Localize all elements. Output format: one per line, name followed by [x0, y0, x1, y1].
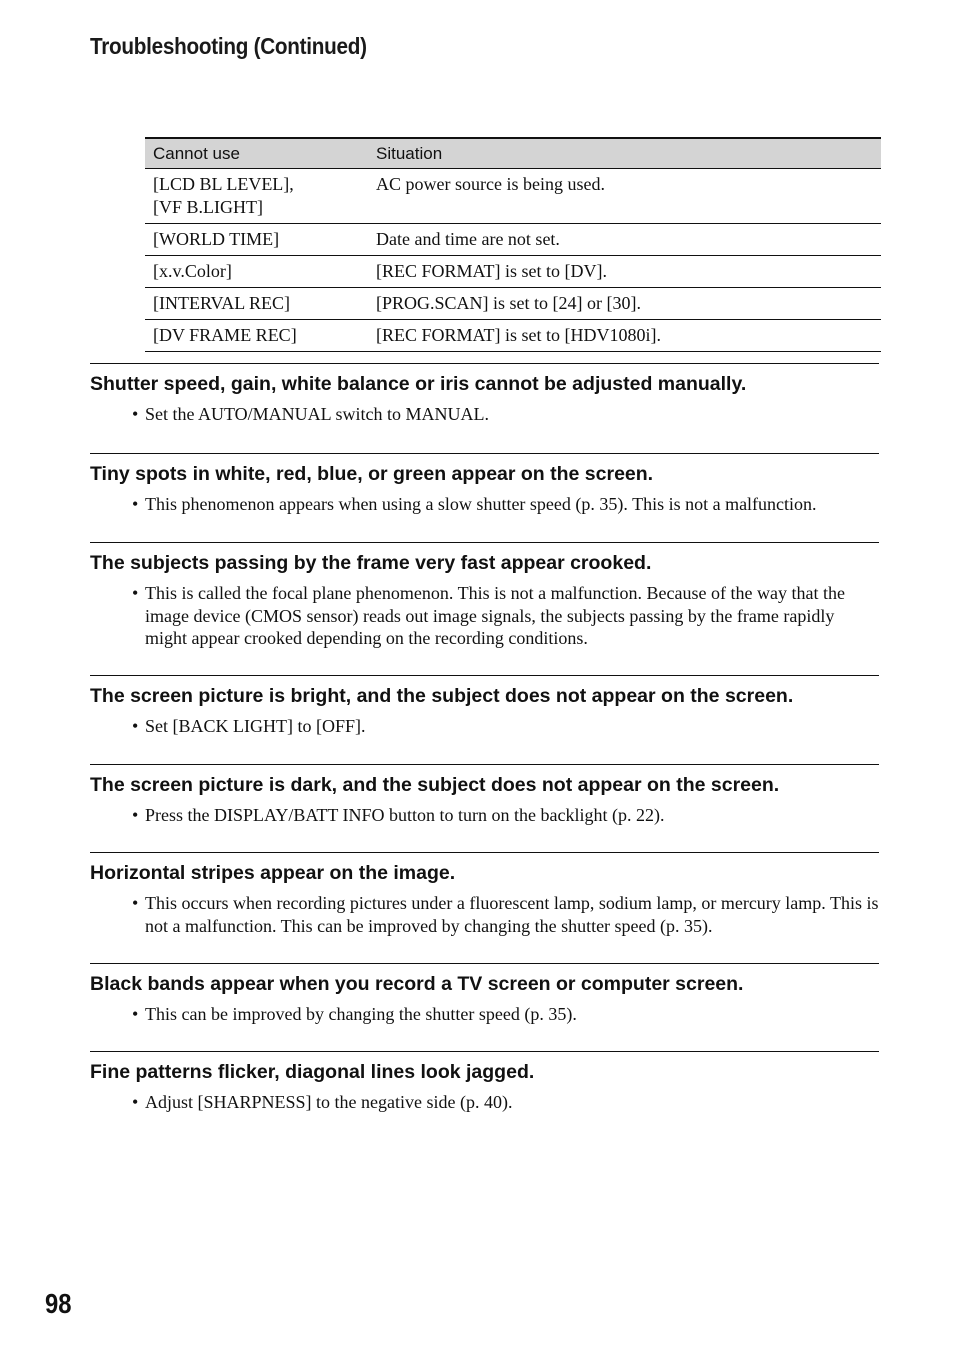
- section-title: Shutter speed, gain, white balance or iris cannot be adjusted manually.: [90, 373, 747, 395]
- page-number: 98: [45, 1288, 72, 1319]
- section-title: Tiny spots in white, red, blue, or green appear on the screen.: [90, 463, 654, 485]
- bullet-list: [90, 804, 879, 827]
- table-cell-item: [x.v.Color]: [145, 256, 368, 288]
- bullet-list: [90, 1003, 879, 1026]
- table-row: [145, 256, 881, 288]
- table-cell-item: [145, 169, 368, 224]
- bullet-list: [90, 1091, 879, 1114]
- table-row: [145, 288, 881, 320]
- item-text: [LCD BL LEVEL], [VF B.LIGHT]: [153, 174, 294, 217]
- table-cell-situation: [REC FORMAT] is set to [HDV1080i].: [368, 320, 881, 352]
- troubleshooting-sections: [90, 363, 879, 1139]
- section-title: The subjects passing by the frame very fast appear crooked.: [90, 552, 652, 574]
- bullet-item: • Set the AUTO/MANUAL switch to MANUAL.: [90, 403, 879, 426]
- table-row: [145, 169, 881, 224]
- bullet-item: • This occurs when recording pictures under a fluorescent lamp, sodium lamp, or mercury lamp. This is not a malfunction. This can be improved by changing the shutter speed (p. 35).: [90, 892, 879, 937]
- troubleshooting-section: [90, 963, 879, 1051]
- bullet-list: [90, 582, 879, 650]
- section-title: The screen picture is bright, and the subject does not appear on the screen.: [90, 685, 794, 707]
- troubleshooting-section: [90, 1051, 879, 1139]
- table-cell-item: [DV FRAME REC]: [145, 320, 368, 352]
- bullet-item: • This can be improved by changing the shutter speed (p. 35).: [90, 1003, 879, 1026]
- section-title: Horizontal stripes appear on the image.: [90, 862, 456, 884]
- troubleshooting-section: [90, 852, 879, 963]
- page-title: Troubleshooting (Continued): [90, 33, 367, 59]
- bullet-list: [90, 715, 879, 738]
- section-title: Fine patterns flicker, diagonal lines look jagged.: [90, 1061, 535, 1083]
- table-row: [145, 224, 881, 256]
- bullet-item: • Set [BACK LIGHT] to [OFF].: [90, 715, 879, 738]
- bullet-item: • This is called the focal plane phenomenon. This is not a malfunction. Because of the way that the image device (CMOS sensor) reads out image signals, the subjects passing by the frame rapidly might appear crooked depending on the recording conditions.: [90, 582, 879, 650]
- bullet-list: [90, 403, 879, 426]
- troubleshooting-section: [90, 542, 879, 675]
- section-title: The screen picture is dark, and the subject does not appear on the screen.: [90, 774, 780, 796]
- troubleshooting-section: [90, 453, 879, 542]
- section-title: Black bands appear when you record a TV screen or computer screen.: [90, 973, 744, 995]
- table-header-row: [145, 138, 881, 169]
- table-cell-situation: AC power source is being used.: [368, 169, 881, 224]
- troubleshooting-section: [90, 764, 879, 852]
- bullet-list: [90, 892, 879, 937]
- bullet-item: • Press the DISPLAY/BATT INFO button to turn on the backlight (p. 22).: [90, 804, 879, 827]
- cannot-use-table: [145, 137, 881, 352]
- table-cell-item: [INTERVAL REC]: [145, 288, 368, 320]
- table-cell-situation: [PROG.SCAN] is set to [24] or [30].: [368, 288, 881, 320]
- troubleshooting-section: [90, 363, 879, 453]
- table-row: [145, 320, 881, 352]
- table-cell-situation: Date and time are not set.: [368, 224, 881, 256]
- column-header-situation: Situation: [368, 138, 881, 169]
- bullet-list: [90, 493, 879, 516]
- table-cell-item: [WORLD TIME]: [145, 224, 368, 256]
- column-header-cannot-use: Cannot use: [145, 138, 368, 169]
- bullet-item: • Adjust [SHARPNESS] to the negative side (p. 40).: [90, 1091, 879, 1114]
- bullet-item: • This phenomenon appears when using a slow shutter speed (p. 35). This is not a malfunction.: [90, 493, 879, 516]
- troubleshooting-section: [90, 675, 879, 764]
- table-cell-situation: [REC FORMAT] is set to [DV].: [368, 256, 881, 288]
